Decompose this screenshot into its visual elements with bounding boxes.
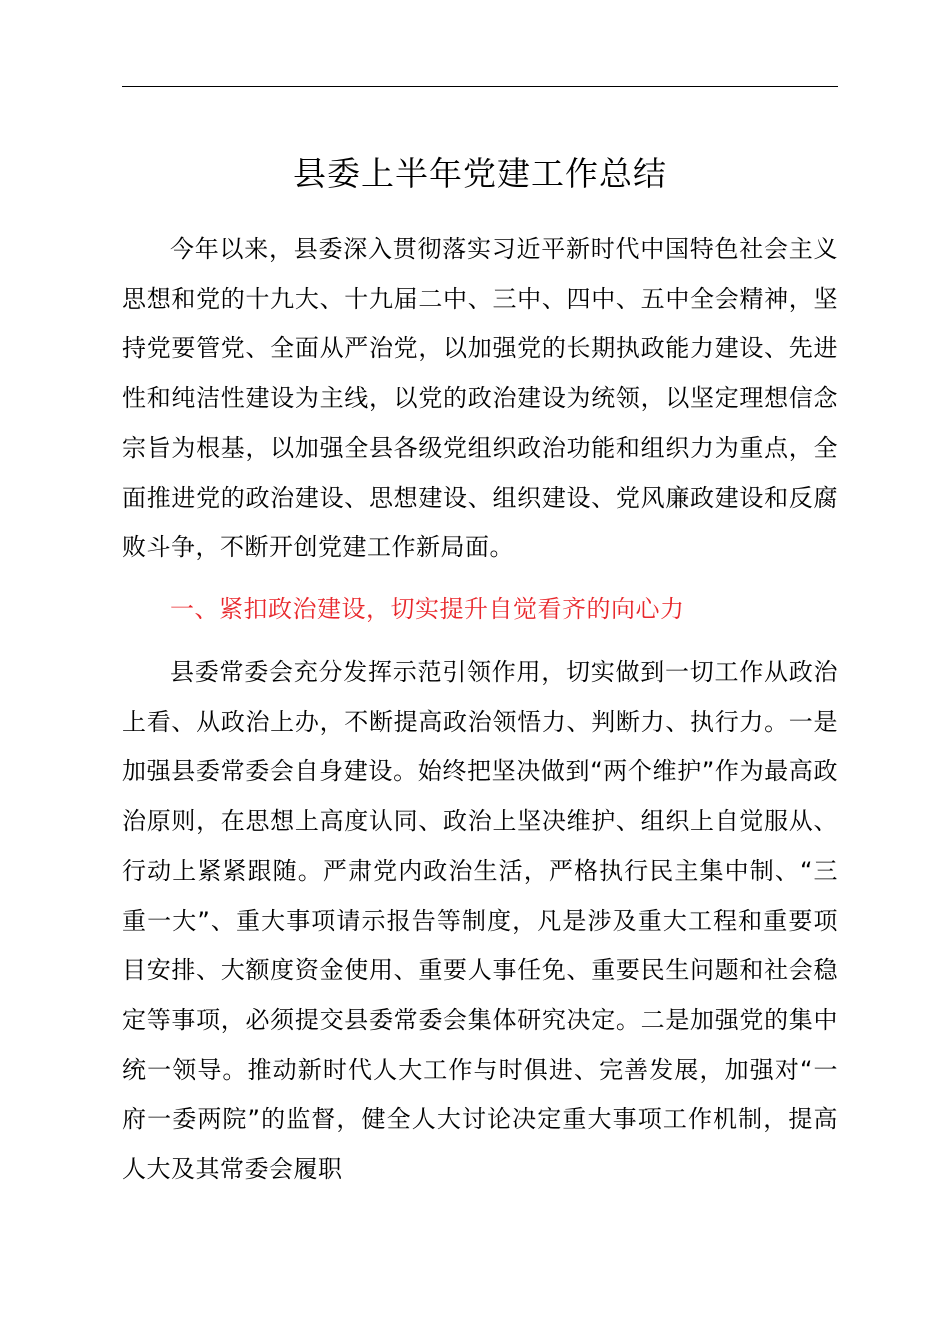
section-1-paragraph: 县委常委会充分发挥示范引领作用，切实做到一切工作从政治上看、从政治上办，不断提高政治领悟力、判断力、执行力。一是加强县委常委会自身建设。始终把坚决做到“两个维护”作为最高政治原则，在思想上高度认同、政治上坚决维护、组织上自觉服从、行动上紧紧跟随。严肃党内政治生活，严格执行民主集中制、“三重一大”、重大事项请示报告等制度，凡是涉及重大工程和重要项目安排、大额度资金使用、重要人事任免、重要民生问题和社会稳定等事项，必须提交县委常委会集体研究决定。二是加强党的集中统一领导。推动新时代人大工作与时俱进、完善发展，加强对“一府一委两院”的监督，健全人大讨论决定重大事项工作机制，提高人大及其常委会履职 [122,658,838,1184]
document-title: 县委上半年党建工作总结 [293,154,667,193]
header-rule [122,86,838,87]
intro-paragraph: 今年以来，县委深入贯彻落实习近平新时代中国特色社会主义思想和党的十九大、十九届二中、三中、四中、五中全会精神，坚持党要管党、全面从严治党，以加强党的长期执政能力建设、先进性和纯洁性建设为主线，以党的政治建设为统领，以坚定理想信念宗旨为根基，以加强全县各级党组织政治功能和组织力为重点，全面推进党的政治建设、思想建设、组织建设、党风廉政建设和反腐败斗争，不断开创党建工作新局面。 [122,235,838,562]
section-heading-1: 一、紧扣政治建设，切实提升自觉看齐的向心力 [170,595,685,623]
